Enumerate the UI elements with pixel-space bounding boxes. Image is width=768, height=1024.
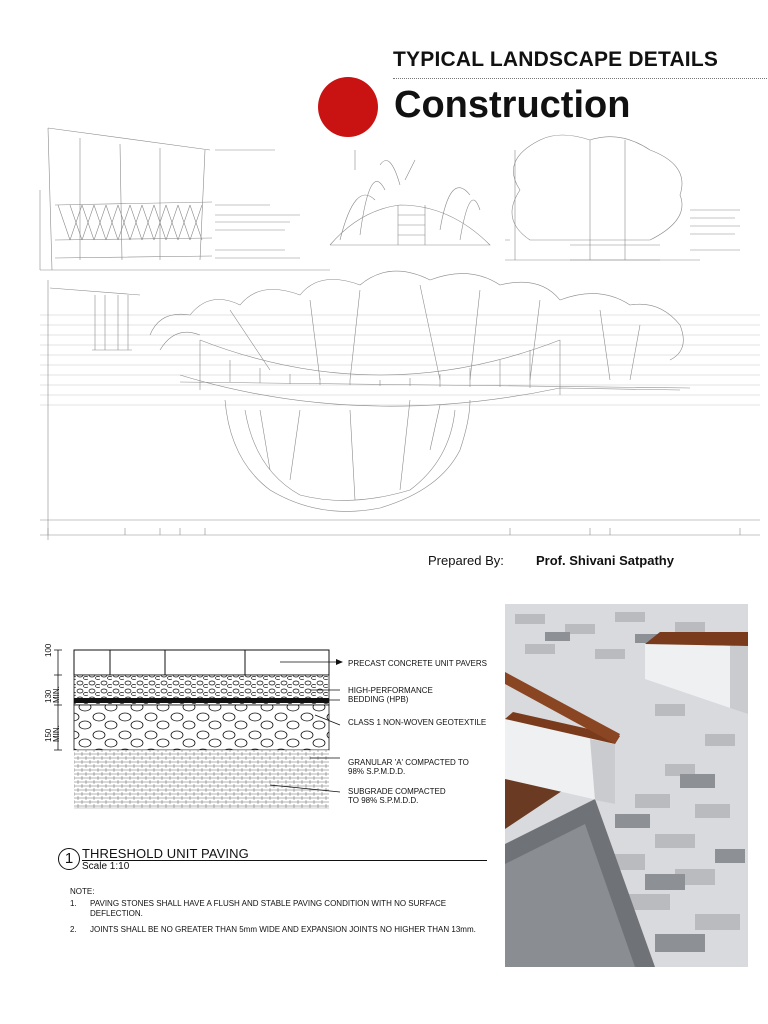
detail-title: THRESHOLD UNIT PAVING: [82, 846, 249, 861]
label-granular-2: 98% S.P.M.D.D.: [348, 767, 406, 776]
dim-130-min: MIN.: [52, 686, 61, 703]
label-subgrade-2: TO 98% S.P.M.D.D.: [348, 796, 419, 805]
label-granular-1: GRANULAR 'A' COMPACTED TO: [348, 758, 469, 767]
dim-130: 130: [44, 689, 53, 703]
label-subgrade-1: SUBGRADE COMPACTED: [348, 787, 446, 796]
detail-number: 1: [58, 848, 80, 870]
paving-bench-photo: [505, 604, 748, 967]
prepared-by-name: Prof. Shivani Satpathy: [536, 553, 674, 568]
page-header-title: TYPICAL LANDSCAPE DETAILS: [393, 48, 719, 71]
note-text: PAVING STONES SHALL HAVE A FLUSH AND STABLE PAVING CONDITION WITH NO SURFACE DEFLECTION.: [90, 899, 447, 918]
detail-title-underline: [82, 860, 487, 861]
detail-scale: Scale 1:10: [82, 861, 130, 872]
label-geotextile: CLASS 1 NON-WOVEN GEOTEXTILE: [348, 718, 487, 727]
detail-notes: [70, 887, 500, 941]
label-hpb-1: HIGH-PERFORMANCE: [348, 686, 433, 695]
dim-150: 150: [44, 728, 53, 742]
dim-100: 100: [44, 643, 53, 657]
dim-150-min: MIN.: [52, 725, 61, 742]
note-text: JOINTS SHALL BE NO GREATER THAN 5mm WIDE AND EXPANSION JOINTS NO HIGHER THAN 13mm.: [90, 925, 476, 934]
note-item: [70, 925, 500, 935]
landscape-sketch: [0, 110, 768, 545]
note-number: 1.: [70, 899, 77, 908]
note-number: 2.: [70, 925, 77, 934]
label-precast-pavers: PRECAST CONCRETE UNIT PAVERS: [348, 659, 487, 668]
page-subtitle: Construction: [394, 84, 631, 126]
label-hpb-2: BEDDING (HPB): [348, 695, 409, 704]
notes-heading: NOTE:: [70, 887, 95, 896]
prepared-by-label: Prepared By:: [428, 553, 504, 568]
header-dotted-rule: [393, 78, 767, 79]
note-item: [70, 899, 500, 919]
